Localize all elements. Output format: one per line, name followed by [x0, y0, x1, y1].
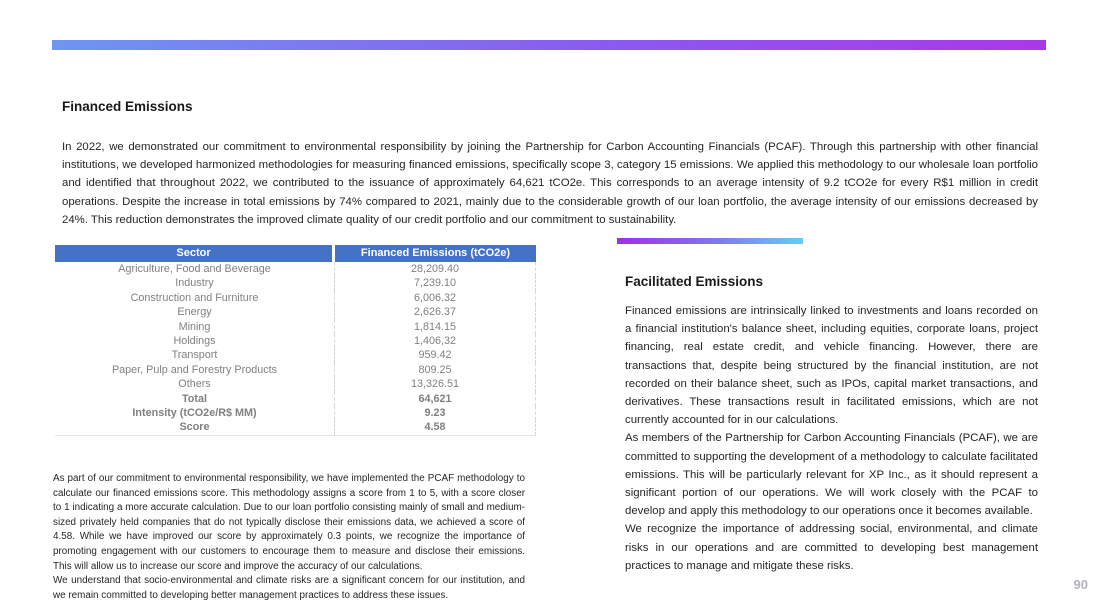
- table-row: [55, 334, 536, 348]
- table-row: [55, 276, 536, 290]
- page-number: 90: [1073, 577, 1088, 592]
- financed-intro-paragraph: In 2022, we demonstrated our commitment to environmental responsibility by joining the Partnership for Carbon Accounting Financials (PCAF). Through this partnership with other financial institutions, we developed harmonized methodologies for measuring financed emissions, specifically scope 3, category 15 emissions. We applied this methodology to our wholesale loan portfolio and identified that throughout 2022, we contributed to the issuance of approximately 64,621 tCO2e. This corresponds to an average intensity of 9.2 tCO2e for every R$1 million in credit operations. Despite the increase in total emissions by 74% compared to 2021, mainly due to the considerable growth of our loan portfolio, the average intensity of our emissions decreased by 24%. This reduction demonstrates the improved climate quality of our credit portfolio and our commitment to sustainability.: [62, 141, 1038, 226]
- sector-cell: Paper, Pulp and Forestry Products: [111, 363, 278, 376]
- table-header-row: [55, 245, 536, 262]
- table-row: [55, 377, 536, 391]
- table-row: [55, 291, 536, 305]
- sector-cell: Others: [178, 378, 211, 391]
- table-body: [55, 262, 536, 436]
- facilitated-paragraph-3: We recognize the importance of addressing social, environmental, and climate risks in our operations and are committed to developing best management practices to manage and mitigate these risks.: [625, 523, 1038, 572]
- sector-cell: Mining: [178, 320, 211, 333]
- facilitated-paragraph-2: As members of the Partnership for Carbon Accounting Financials (PCAF), we are committed to supporting the development of a methodology to calculate facilitated emissions. This will be particularly relevant for XP Inc., as it should represent a significant portion of our operations. We will work closely with the PCAF to develop and apply this methodology to our operations once it becomes available.: [625, 432, 1038, 518]
- financed-emissions-title: Financed Emissions: [62, 99, 193, 114]
- table-header-financed-emissions: Financed Emissions (tCO2e): [335, 245, 536, 262]
- score-paragraph: As part of our commitment to environmental responsibility, we have implemented the PCAF methodology to calculate our financed emissions score. This methodology assigns a score from 1 to 5, with a score closer to 1 indicating a more accurate calculation. Due to our loan portfolio consisting mainly of small and medium-sized privately held companies that do not typically disclose their emissions data, we achieved a score of 4.58. While we have improved our score by approximately 0.3 points, we recognize the importance of promoting engagement with our customers to encourage them to measure and disclose their emissions. This will allow us to increase our score and improve the accuracy of our calculations.: [53, 473, 525, 572]
- table-row: [55, 363, 536, 377]
- table-header-sector: Sector: [55, 245, 332, 262]
- value-cell: 13,326.51: [334, 377, 536, 391]
- facilitated-emissions-title: Facilitated Emissions: [625, 274, 764, 289]
- facilitated-gradient-bar: [617, 238, 803, 244]
- value-cell: 6,006.32: [334, 291, 536, 305]
- sector-cell: Industry: [175, 277, 214, 290]
- table-row: [55, 392, 536, 406]
- facilitated-paragraph-1: Financed emissions are intrinsically linked to investments and loans recorded on a financial institution's balance sheet, including equities, corporate loans, project financing, real estate credit, and vehicle financing. However, there are transactions that, despite being structured by the financial institution, are not recorded on their balance sheet, such as IPOs, capital market transactions, and derivatives. These transactions result in facilitated emissions, which are not currently accounted for in our calculations.: [625, 305, 1038, 427]
- financed-emissions-table: [55, 245, 536, 436]
- table-row: [55, 420, 536, 434]
- pcaf-score-notes: [53, 472, 525, 603]
- value-cell: 7,239.10: [334, 276, 536, 290]
- top-gradient-bar: [52, 40, 1046, 50]
- facilitated-emissions-text: [625, 302, 1038, 575]
- table-row: [55, 305, 536, 319]
- sector-cell: Total: [182, 392, 207, 405]
- sector-cell: Agriculture, Food and Beverage: [118, 263, 271, 275]
- value-cell: 4.58: [334, 420, 536, 434]
- sector-cell: Energy: [177, 306, 212, 319]
- table-row: [55, 406, 536, 420]
- sector-cell: Construction and Furniture: [130, 291, 259, 304]
- table-row: [55, 262, 536, 276]
- value-cell: 1,814.15: [334, 320, 536, 334]
- sector-cell: Transport: [171, 349, 218, 362]
- sector-cell: Score: [179, 421, 210, 434]
- value-cell: 28,209.40: [334, 262, 536, 276]
- value-cell: 959.42: [334, 348, 536, 362]
- value-cell: 809.25: [334, 363, 536, 377]
- value-cell: 2,626.37: [334, 305, 536, 319]
- risks-paragraph: We understand that socio-environmental and climate risks are a significant concern for our institution, and we remain committed to developing better management practices to address these issues.: [53, 575, 525, 601]
- value-cell: 9.23: [334, 406, 536, 420]
- table-row: [55, 348, 536, 362]
- sector-cell: Holdings: [173, 334, 216, 347]
- value-cell: 1,406,32: [334, 334, 536, 348]
- sector-cell: Intensity (tCO2e/R$ MM): [132, 406, 257, 419]
- value-cell: 64,621: [334, 392, 536, 406]
- table-row: [55, 320, 536, 334]
